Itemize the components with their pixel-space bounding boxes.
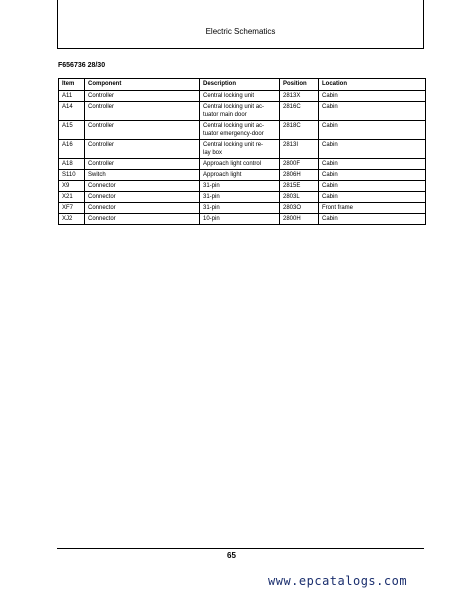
- cell-position: 2818C: [280, 121, 319, 140]
- cell-item: XJ2: [59, 214, 85, 225]
- cell-location: Cabin: [319, 159, 426, 170]
- cell-description: Central locking unit re- lay box: [200, 140, 280, 159]
- cell-component: Connector: [85, 181, 200, 192]
- table-row: [59, 170, 426, 181]
- cell-location: Cabin: [319, 91, 426, 102]
- cell-component: Connector: [85, 214, 200, 225]
- table-row: [59, 91, 426, 102]
- cell-position: 2803O: [280, 203, 319, 214]
- table-body: [59, 91, 426, 225]
- column-header-location: Location: [319, 79, 426, 91]
- document-id: F656736 28/30: [58, 62, 106, 69]
- table-row: [59, 140, 426, 159]
- column-header-description: Description: [200, 79, 280, 91]
- parts-table: [58, 78, 426, 225]
- cell-description: 10-pin: [200, 214, 280, 225]
- cell-position: 2815E: [280, 181, 319, 192]
- page-number: 65: [227, 551, 236, 560]
- page-title: Electric Schematics: [205, 27, 276, 36]
- table-row: [59, 181, 426, 192]
- table-row: [59, 102, 426, 121]
- cell-location: Cabin: [319, 192, 426, 203]
- cell-component: Controller: [85, 121, 200, 140]
- cell-description: Approach light control: [200, 159, 280, 170]
- table-row: [59, 203, 426, 214]
- table-header-row: [59, 79, 426, 91]
- cell-item: S110: [59, 170, 85, 181]
- cell-location: Cabin: [319, 140, 426, 159]
- table-row: [59, 214, 426, 225]
- cell-component: Controller: [85, 102, 200, 121]
- cell-position: 2803L: [280, 192, 319, 203]
- cell-location: Cabin: [319, 170, 426, 181]
- watermark: www.epcatalogs.com: [268, 574, 408, 588]
- cell-component: Connector: [85, 192, 200, 203]
- cell-item: X9: [59, 181, 85, 192]
- cell-description: Approach light: [200, 170, 280, 181]
- column-header-position: Position: [280, 79, 319, 91]
- cell-item: A16: [59, 140, 85, 159]
- column-header-item: Item: [59, 79, 85, 91]
- cell-description: Central locking unit: [200, 91, 280, 102]
- column-header-component: Component: [85, 79, 200, 91]
- cell-position: 2800F: [280, 159, 319, 170]
- cell-component: Controller: [85, 159, 200, 170]
- cell-description: Central locking unit ac- tuator main door: [200, 102, 280, 121]
- cell-description: Central locking unit ac- tuator emergency-door: [200, 121, 280, 140]
- cell-location: Front frame: [319, 203, 426, 214]
- cell-item: A15: [59, 121, 85, 140]
- table-row: [59, 192, 426, 203]
- cell-item: A14: [59, 102, 85, 121]
- cell-position: 2816C: [280, 102, 319, 121]
- cell-location: Cabin: [319, 121, 426, 140]
- table-row: [59, 159, 426, 170]
- footer-divider: [57, 548, 424, 549]
- cell-item: X21: [59, 192, 85, 203]
- table-row: [59, 121, 426, 140]
- cell-component: Switch: [85, 170, 200, 181]
- cell-description: 31-pin: [200, 181, 280, 192]
- cell-position: 2806H: [280, 170, 319, 181]
- cell-component: Controller: [85, 91, 200, 102]
- cell-position: 2813I: [280, 140, 319, 159]
- cell-description: 31-pin: [200, 192, 280, 203]
- cell-description: 31-pin: [200, 203, 280, 214]
- cell-item: XF7: [59, 203, 85, 214]
- cell-position: 2813X: [280, 91, 319, 102]
- header-box: [57, 0, 424, 49]
- cell-location: Cabin: [319, 214, 426, 225]
- cell-component: Controller: [85, 140, 200, 159]
- cell-position: 2800H: [280, 214, 319, 225]
- cell-location: Cabin: [319, 102, 426, 121]
- cell-component: Connector: [85, 203, 200, 214]
- cell-location: Cabin: [319, 181, 426, 192]
- cell-item: A11: [59, 91, 85, 102]
- cell-item: A18: [59, 159, 85, 170]
